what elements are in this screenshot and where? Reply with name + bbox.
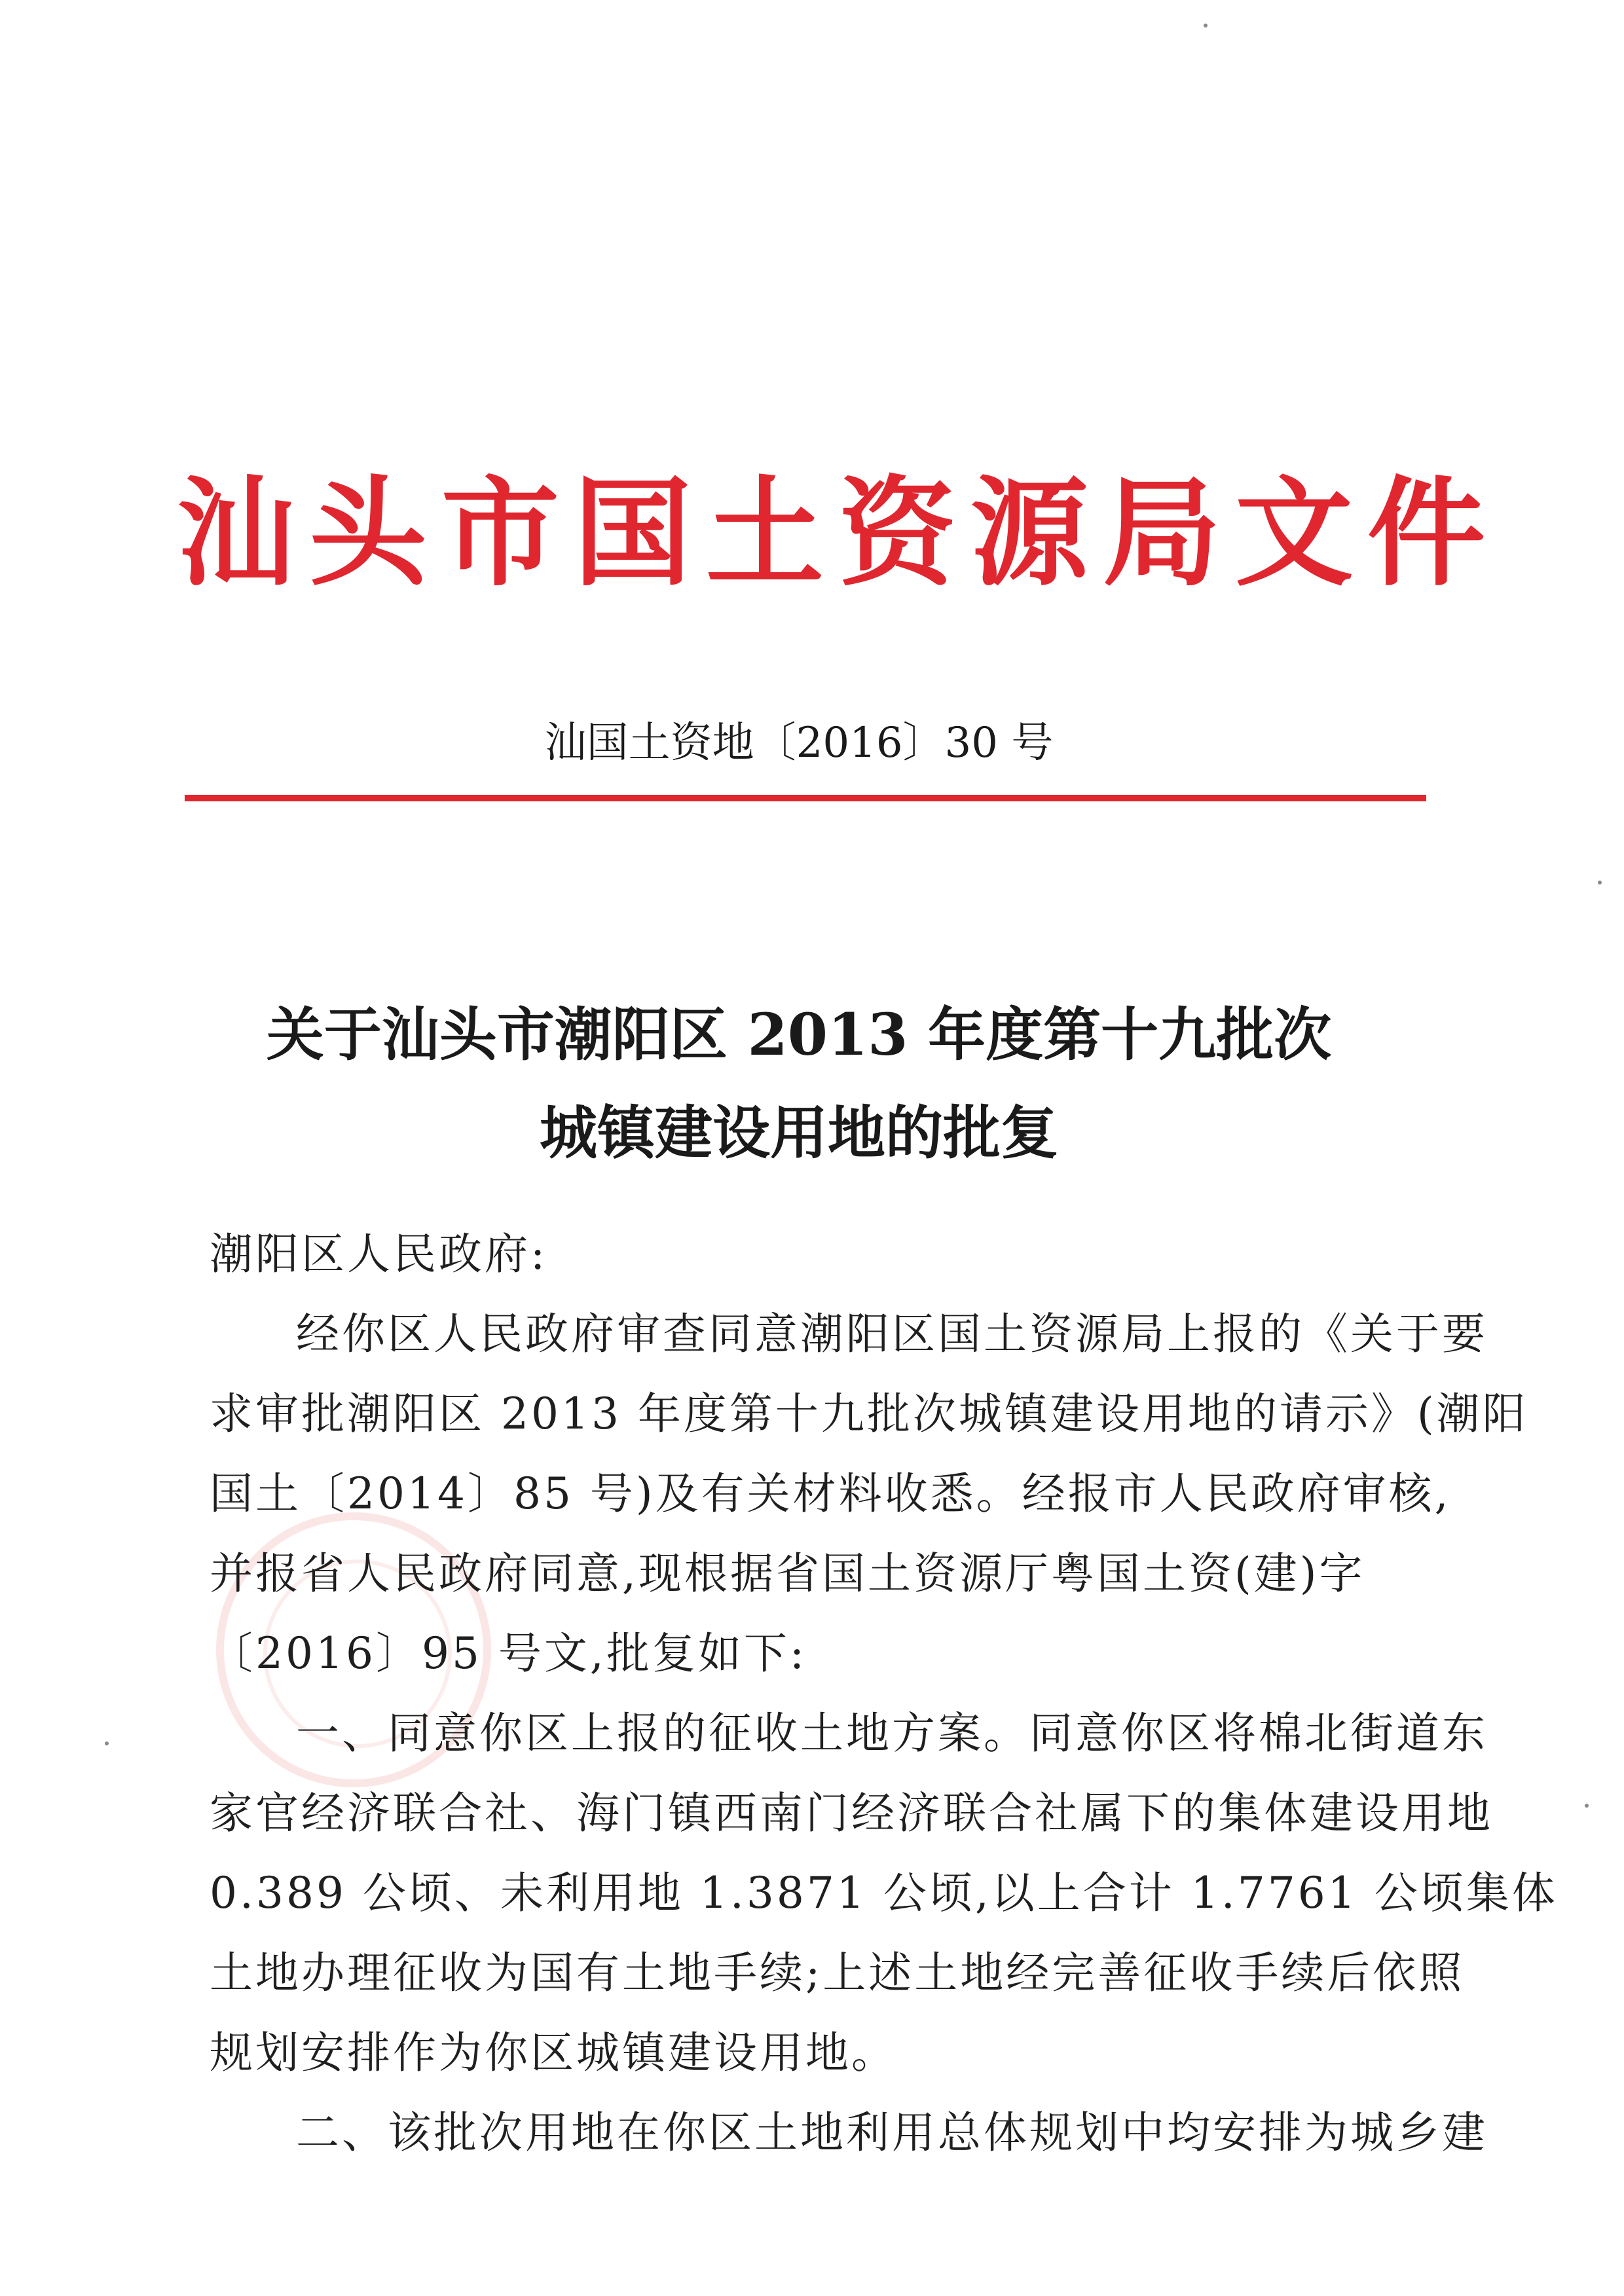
body-line: 求审批潮阳区 2013 年度第十九批次城镇建设用地的请示》(潮阳 [210, 1389, 1528, 1439]
body-line: 一、同意你区上报的征收土地方案。同意你区将棉北街道东 [296, 1708, 1488, 1758]
scan-speck [105, 1741, 109, 1745]
body-line: 〔2016〕95 号文,批复如下: [210, 1628, 807, 1679]
body-line: 家官经济联合社、海门镇西南门经济联合社属下的集体建设用地 [210, 1788, 1493, 1838]
document-body [210, 1214, 1558, 2173]
salutation: 潮阳区人民政府: [210, 1229, 548, 1279]
scan-speck [1204, 24, 1208, 27]
body-line: 0.389 公顷、未利用地 1.3871 公顷,以上合计 1.7761 公顷集体 [210, 1868, 1558, 1918]
masthead-title: 汕头市国土资源局文件 [177, 464, 1500, 602]
document-number: 汕国土资地〔2016〕30 号 [544, 719, 1054, 767]
body-line: 土地办理征收为国有土地手续;上述土地经完善征收手续后依照 [210, 1948, 1465, 1998]
title-line-1: 关于汕头市潮阳区 2013 年度第十九批次 [266, 1000, 1332, 1068]
body-line: 经你区人民政府审查同意潮阳区国土资源局上报的《关于要 [296, 1309, 1488, 1359]
red-divider-line [185, 795, 1426, 801]
scan-speck [1598, 881, 1602, 884]
title-line-2: 城镇建设用地的批复 [539, 1099, 1058, 1167]
body-line: 国土〔2014〕85 号)及有关材料收悉。经报市人民政府审核, [210, 1468, 1451, 1519]
body-line: 二、该批次用地在你区土地利用总体规划中均安排为城乡建 [296, 2107, 1488, 2158]
document-title [177, 985, 1421, 1182]
body-line: 规划安排作为你区城镇建设用地。 [210, 2028, 897, 2078]
scan-speck [1585, 1804, 1589, 1808]
body-line: 并报省人民政府同意,现根据省国土资源厅粤国土资(建)字 [210, 1548, 1365, 1599]
